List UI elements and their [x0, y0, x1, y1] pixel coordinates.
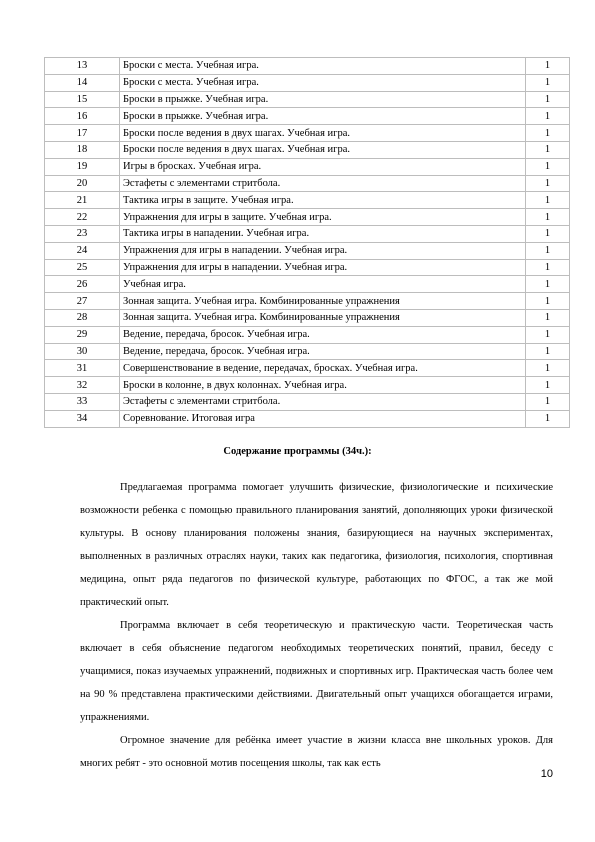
lesson-hours-cell: 1 [526, 276, 570, 293]
lesson-topic-cell: Броски после ведения в двух шагах. Учебная игра. [120, 125, 526, 142]
lesson-topic-cell: Соревнование. Итоговая игра [120, 410, 526, 427]
lesson-number-cell: 25 [45, 259, 120, 276]
lesson-number-cell: 32 [45, 377, 120, 394]
lesson-topic-cell: Упражнения для игры в защите. Учебная игра. [120, 209, 526, 226]
section-heading: Содержание программы (34ч.): [223, 446, 372, 457]
lesson-topic-cell: Броски в прыжке. Учебная игра. [120, 108, 526, 125]
lesson-number-cell: 24 [45, 242, 120, 259]
lesson-hours-cell: 1 [526, 108, 570, 125]
table-row [45, 225, 570, 242]
lesson-number-cell: 20 [45, 175, 120, 192]
lesson-topic-cell: Броски с места. Учебная игра. [120, 58, 526, 75]
lesson-number-cell: 23 [45, 225, 120, 242]
lesson-topic-cell: Совершенствование в ведение, передачах, бросках. Учебная игра. [120, 360, 526, 377]
lesson-topic-cell: Тактика игры в нападении. Учебная игра. [120, 225, 526, 242]
lesson-number-cell: 29 [45, 326, 120, 343]
lesson-number-cell: 21 [45, 192, 120, 209]
lesson-hours-cell: 1 [526, 242, 570, 259]
table-row [45, 58, 570, 75]
lesson-topic-cell: Эстафеты с элементами стритбола. [120, 175, 526, 192]
lesson-topic-cell: Игры в бросках. Учебная игра. [120, 158, 526, 175]
lesson-topic-cell: Ведение, передача, бросок. Учебная игра. [120, 343, 526, 360]
lesson-topic-cell: Зонная защита. Учебная игра. Комбинированные упражнения [120, 309, 526, 326]
lesson-hours-cell: 1 [526, 360, 570, 377]
lesson-topic-cell: Ведение, передача, бросок. Учебная игра. [120, 326, 526, 343]
lesson-number-cell: 27 [45, 293, 120, 310]
table-row [45, 158, 570, 175]
lesson-number-cell: 15 [45, 91, 120, 108]
paragraph-1: Предлагаемая программа помогает улучшить физические, физиологические и психические возможности ребенка с помощью правильного планирования занятий, дополняющих уроки физической культуры. В основу планирования положены знания, базирующиеся на научных экспериментах, выполненных в различных отраслях науки, таких как педагогика, физиология, психология, спортивная медицина, опыт ряда педагогов по физической культуре, работающих по ФГОС, а так же мой практический опыт. [80, 482, 553, 608]
lesson-topic-cell: Броски в колонне, в двух колоннах. Учебная игра. [120, 377, 526, 394]
page-number: 10 [540, 768, 553, 780]
lesson-hours-cell: 1 [526, 192, 570, 209]
table-row [45, 141, 570, 158]
lesson-topic-cell: Броски после ведения в двух шагах. Учебная игра. [120, 141, 526, 158]
lesson-hours-cell: 1 [526, 74, 570, 91]
lesson-number-cell: 16 [45, 108, 120, 125]
table-row [45, 74, 570, 91]
lesson-hours-cell: 1 [526, 175, 570, 192]
table-row [45, 410, 570, 427]
lesson-topic-cell: Броски в прыжке. Учебная игра. [120, 91, 526, 108]
table-row [45, 125, 570, 142]
table-row [45, 192, 570, 209]
table-row [45, 91, 570, 108]
lesson-hours-cell: 1 [526, 141, 570, 158]
lesson-hours-cell: 1 [526, 410, 570, 427]
lesson-number-cell: 13 [45, 58, 120, 75]
lesson-number-cell: 19 [45, 158, 120, 175]
lesson-hours-cell: 1 [526, 225, 570, 242]
lesson-topic-cell: Тактика игры в защите. Учебная игра. [120, 192, 526, 209]
table-row [45, 343, 570, 360]
table-row [45, 326, 570, 343]
lesson-hours-cell: 1 [526, 91, 570, 108]
lesson-hours-cell: 1 [526, 377, 570, 394]
table-row [45, 242, 570, 259]
table-row [45, 393, 570, 410]
lesson-hours-cell: 1 [526, 125, 570, 142]
lesson-number-cell: 14 [45, 74, 120, 91]
lesson-hours-cell: 1 [526, 309, 570, 326]
table-row [45, 276, 570, 293]
table-row [45, 293, 570, 310]
lesson-topic-cell: Упражнения для игры в нападении. Учебная игра. [120, 259, 526, 276]
lesson-number-cell: 22 [45, 209, 120, 226]
lesson-topic-cell: Эстафеты с элементами стритбола. [120, 393, 526, 410]
lesson-number-cell: 31 [45, 360, 120, 377]
lesson-topic-cell: Упражнения для игры в нападении. Учебная игра. [120, 242, 526, 259]
lesson-number-cell: 17 [45, 125, 120, 142]
lesson-hours-cell: 1 [526, 343, 570, 360]
table-row [45, 259, 570, 276]
paragraph-3: Огромное значение для ребёнка имеет участие в жизни класса вне школьных уроков. Для многих ребят - это основной мотив посещения школы, так как есть [80, 735, 553, 769]
table-row [45, 108, 570, 125]
lesson-topic-cell: Учебная игра. [120, 276, 526, 293]
lesson-number-cell: 34 [45, 410, 120, 427]
table-row [45, 175, 570, 192]
lesson-hours-cell: 1 [526, 293, 570, 310]
lesson-hours-cell: 1 [526, 58, 570, 75]
lesson-number-cell: 30 [45, 343, 120, 360]
lesson-hours-cell: 1 [526, 326, 570, 343]
lesson-hours-cell: 1 [526, 393, 570, 410]
lesson-number-cell: 28 [45, 309, 120, 326]
program-description [80, 476, 553, 775]
lesson-plan-table [44, 57, 570, 428]
lesson-hours-cell: 1 [526, 259, 570, 276]
lesson-hours-cell: 1 [526, 158, 570, 175]
lesson-number-cell: 33 [45, 393, 120, 410]
table-row [45, 377, 570, 394]
lesson-number-cell: 18 [45, 141, 120, 158]
lesson-topic-cell: Зонная защита. Учебная игра. Комбинированные упражнения [120, 293, 526, 310]
lesson-hours-cell: 1 [526, 209, 570, 226]
paragraph-2: Программа включает в себя теоретическую и практическую части. Теоретическая часть включает в себя объяснение педагогом необходимых теоретических понятий, правил, беседу с учащимися, показ изучаемых упражнений, подвижных и спортивных игр. Практическая часть более чем на 90 % представлена практическими действиями. Двигательный опыт учащихся обогащается играми, упражнениями. [80, 620, 553, 723]
lesson-number-cell: 26 [45, 276, 120, 293]
lesson-topic-cell: Броски с места. Учебная игра. [120, 74, 526, 91]
table-row [45, 209, 570, 226]
table-row [45, 309, 570, 326]
lesson-plan-rows [45, 58, 570, 428]
table-row [45, 360, 570, 377]
